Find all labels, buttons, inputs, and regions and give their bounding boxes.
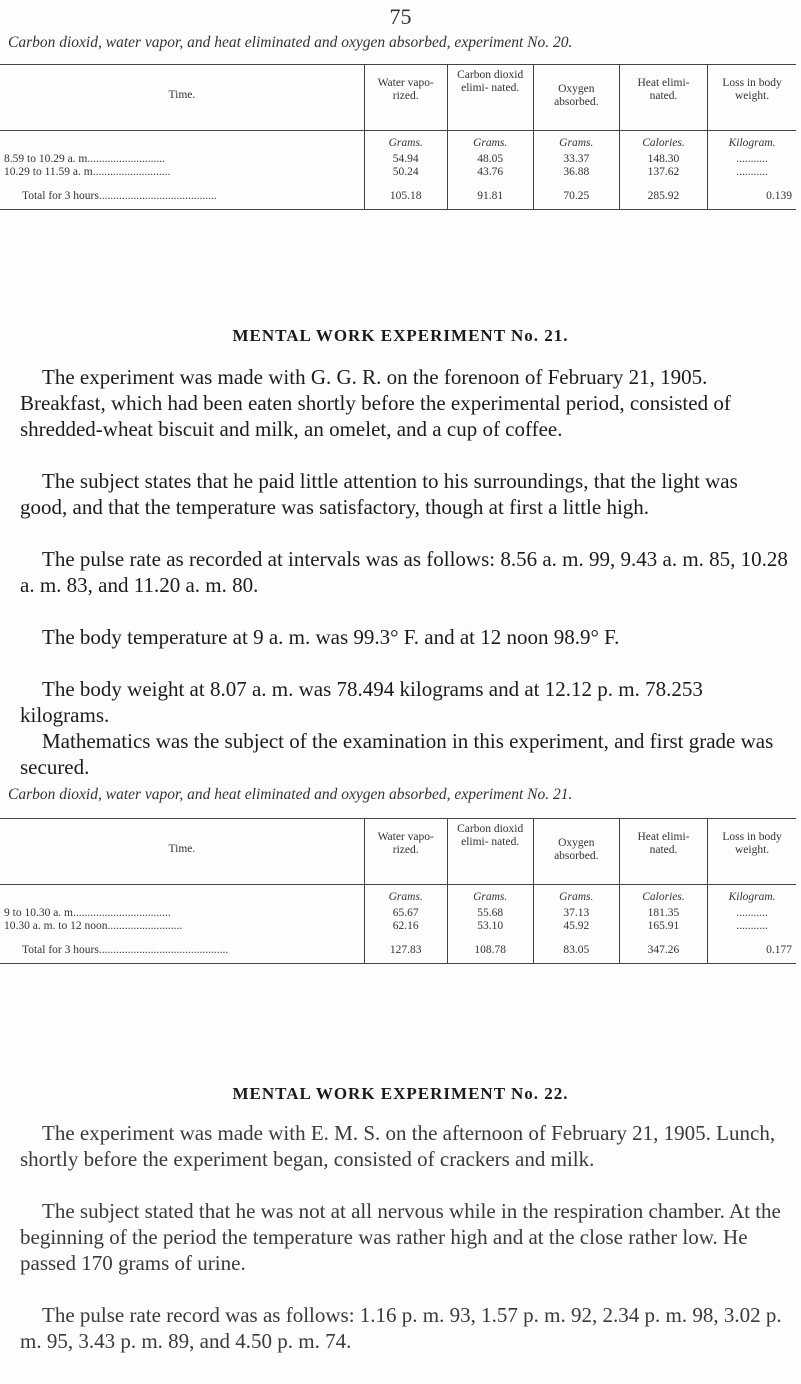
paragraph: The pulse rate record was as follows: 1.16 p. m. 93, 1.57 p. m. 92, 2.34 p. m. 98, 3.02 p. m. 95, 3.43 p. m. 89, and 4.50 p. m. 74. (20, 1303, 782, 1353)
unit-oxygen: Grams. (533, 885, 619, 907)
page-number: 75 (389, 4, 412, 29)
cell-heat: 181.35 (619, 907, 707, 920)
unit-water: Grams. (364, 885, 447, 907)
header-water: Water vapo- rized. (364, 65, 447, 131)
row-time: 10.29 to 11.59 a. m (4, 165, 93, 178)
unit-loss: Kilogram. (708, 885, 796, 907)
cell-oxygen: 45.92 (533, 920, 619, 938)
unit-co2: Grams. (447, 131, 533, 153)
paragraph: The body temperature at 9 a. m. was 99.3° F. and at 12 noon 98.9° F. (42, 625, 620, 649)
cell-oxygen: 37.13 (533, 907, 619, 920)
paragraph: The pulse rate as recorded at intervals was as follows: 8.56 a. m. 99, 9.43 a. m. 85, 10.28 a. m. 83, and 11.20 a. m. 80. (20, 547, 788, 597)
table-row: 10.29 to 11.59 a. m........................... 50.24 43.76 36.88 137.62 ........... (0, 166, 796, 184)
cell-co2: 48.05 (447, 153, 533, 166)
unit-oxygen: Grams. (533, 131, 619, 153)
cell-loss: ........... (708, 166, 796, 184)
header-oxygen: Oxygen absorbed. (533, 65, 619, 131)
header-loss: Loss in body weight. (708, 65, 796, 131)
cell-water: 50.24 (364, 166, 447, 184)
data-table-21 (0, 818, 796, 964)
header-co2: Carbon dioxid elimi- nated. (447, 819, 533, 885)
table-row: 10.30 a. m. to 12 noon.......................... 62.16 53.10 45.92 165.91 ........... (0, 920, 796, 938)
cell-loss: ........... (708, 907, 796, 920)
cell-heat: 137.62 (619, 166, 707, 184)
table-total-row: Total for 3 hours......................................... 105.18 91.81 70.25 285.92 0.139 (0, 184, 796, 210)
paragraph: The experiment was made with E. M. S. on the afternoon of February 21, 1905. Lunch, shortly before the experiment began, consisted of crackers and milk. (20, 1121, 776, 1171)
cell-loss: ........... (708, 920, 796, 938)
total-label: Total for 3 hours (22, 189, 99, 202)
total-loss: 0.177 (708, 938, 796, 964)
section-heading-21: MENTAL WORK EXPERIMENT No. 21. (232, 326, 569, 345)
cell-oxygen: 33.37 (533, 153, 619, 166)
cell-oxygen: 36.88 (533, 166, 619, 184)
header-water: Water vapo- rized. (364, 819, 447, 885)
table-caption-20: Carbon dioxid, water vapor, and heat eliminated and oxygen absorbed, experiment No. 20. (8, 34, 573, 51)
header-time: Time. (0, 819, 364, 885)
total-water: 127.83 (364, 938, 447, 964)
table-row: 8.59 to 10.29 a. m........................... 54.94 48.05 33.37 148.30 ........... (0, 153, 796, 166)
total-heat: 285.92 (619, 184, 707, 210)
header-heat: Heat elimi- nated. (619, 65, 707, 131)
cell-loss: ........... (708, 153, 796, 166)
cell-water: 54.94 (364, 153, 447, 166)
section-heading-22: MENTAL WORK EXPERIMENT No. 22. (232, 1084, 569, 1103)
total-oxygen: 83.05 (533, 938, 619, 964)
data-table-20 (0, 64, 796, 210)
table-total-row: Total for 3 hours............................................. 127.83 108.78 83.05 347.26 0.177 (0, 938, 796, 964)
header-heat: Heat elimi- nated. (619, 819, 707, 885)
total-water: 105.18 (364, 184, 447, 210)
unit-heat: Calories. (619, 885, 707, 907)
header-time: Time. (0, 65, 364, 131)
cell-heat: 148.30 (619, 153, 707, 166)
cell-co2: 43.76 (447, 166, 533, 184)
total-label: Total for 3 hours (22, 943, 99, 956)
cell-co2: 53.10 (447, 920, 533, 938)
total-co2: 108.78 (447, 938, 533, 964)
unit-water: Grams. (364, 131, 447, 153)
row-time: 9 to 10.30 a. m (4, 906, 73, 919)
total-oxygen: 70.25 (533, 184, 619, 210)
header-co2: Carbon dioxid elimi- nated. (447, 65, 533, 131)
paragraph: The body weight at 8.07 a. m. was 78.494 kilograms and at 12.12 p. m. 78.253 kilograms. (20, 677, 703, 727)
cell-water: 65.67 (364, 907, 447, 920)
paragraph: The experiment was made with G. G. R. on the forenoon of February 21, 1905. Breakfast, which had been eaten shortly before the experimental period, consisted of shredded-wheat biscuit and milk, an omelet, and a cup of coffee. (20, 365, 731, 441)
total-loss: 0.139 (708, 184, 796, 210)
cell-heat: 165.91 (619, 920, 707, 938)
unit-loss: Kilogram. (708, 131, 796, 153)
row-time: 8.59 to 10.29 a. m (4, 152, 88, 165)
cell-water: 62.16 (364, 920, 447, 938)
total-heat: 347.26 (619, 938, 707, 964)
unit-co2: Grams. (447, 885, 533, 907)
unit-heat: Calories. (619, 131, 707, 153)
cell-co2: 55.68 (447, 907, 533, 920)
header-oxygen: Oxygen absorbed. (533, 819, 619, 885)
paragraph: The subject states that he paid little attention to his surroundings, that the light was good, and that the temperature was satisfactory, though at first a little high. (20, 469, 738, 519)
row-time: 10.30 a. m. to 12 noon (4, 919, 108, 932)
total-co2: 91.81 (447, 184, 533, 210)
paragraph: Mathematics was the subject of the examination in this experiment, and first grade was secured. (20, 729, 774, 779)
header-loss: Loss in body weight. (708, 819, 796, 885)
paragraph: The subject stated that he was not at all nervous while in the respiration chamber. At the beginning of the period the temperature was rather high and at the close rather low. He passed 170 grams of urine. (20, 1199, 781, 1275)
table-row: 9 to 10.30 a. m.................................. 65.67 55.68 37.13 181.35 ........... (0, 907, 796, 920)
table-caption-21: Carbon dioxid, water vapor, and heat eliminated and oxygen absorbed, experiment No. 21. (8, 786, 573, 803)
